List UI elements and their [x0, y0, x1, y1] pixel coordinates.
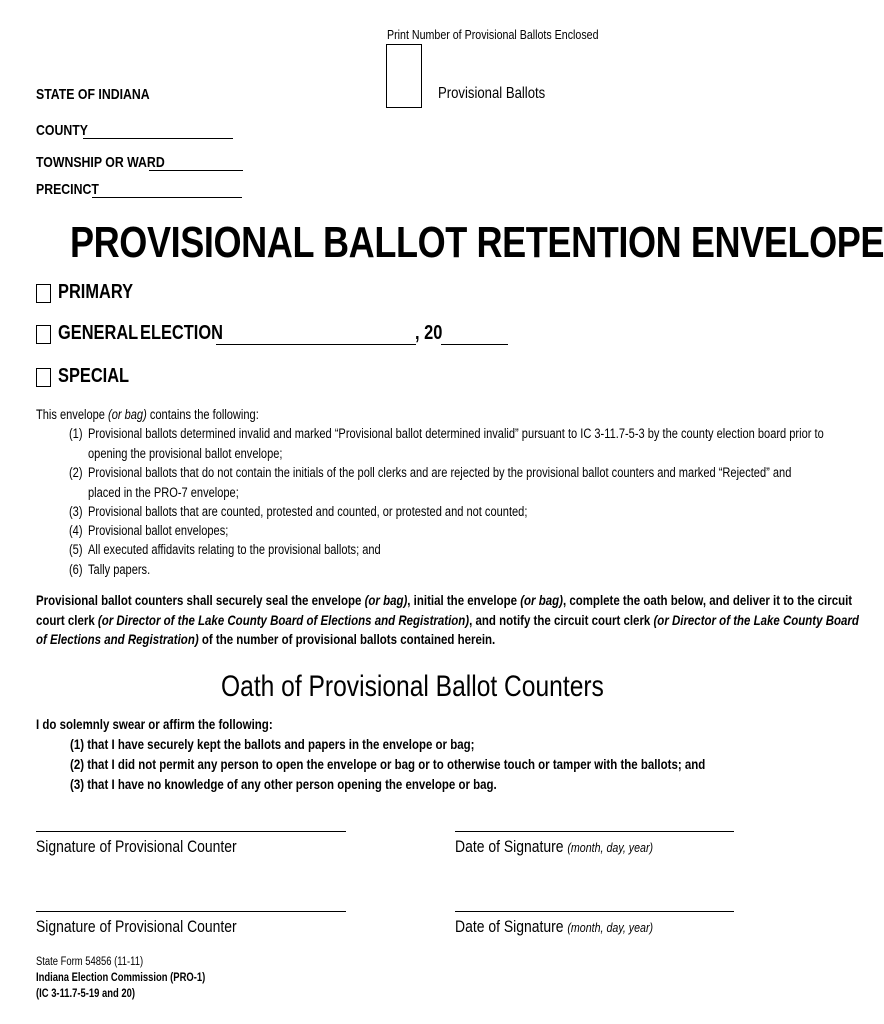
signature-label-1: Signature of Provisional Counter — [36, 837, 237, 856]
special-checkbox[interactable] — [36, 368, 51, 387]
instructions-paragraph: Provisional ballot counters shall securely seal the envelope (or bag), initial the envelope (or bag), complete the oath below, and deliver it to the circuit court clerk (or Director of the Lake County Board of Elections and Registration), and notify the circuit court clerk (or Director of the Lake County Board of Elections and Registration) of the number of provisional ballots contained herein. — [36, 592, 859, 647]
contents-item-2-num: (2) — [69, 465, 83, 480]
provisional-ballots-label: Provisional Ballots — [438, 85, 546, 102]
election-date-field[interactable] — [216, 327, 416, 345]
signature-line-2[interactable] — [36, 911, 346, 912]
date-label-1: Date of Signature (month, day, year) — [455, 837, 654, 856]
date-line-2[interactable] — [455, 911, 734, 912]
footer-commission: Indiana Election Commission (PRO-1) — [36, 972, 206, 984]
oath-title: Oath of Provisional Ballot Counters — [221, 670, 604, 703]
footer-form-number: State Form 54856 (11-11) — [36, 956, 144, 968]
contents-item-5: All executed affidavits relating to the provisional ballots; and — [88, 542, 381, 557]
signature-line-1[interactable] — [36, 831, 346, 832]
contents-item-3: Provisional ballots that are counted, protested and counted, or protested and not counted; — [88, 504, 528, 519]
contents-item-4-num: (4) — [69, 523, 83, 538]
date-line-1[interactable] — [455, 831, 734, 832]
oath-intro: I do solemnly swear or affirm the following: — [36, 716, 273, 732]
contents-intro: This envelope (or bag) contains the following: — [36, 407, 259, 422]
year-prefix-label: , 20 — [415, 322, 443, 344]
special-label: SPECIAL — [58, 365, 130, 387]
precinct-field[interactable] — [92, 183, 242, 198]
signature-label-2: Signature of Provisional Counter — [36, 917, 237, 936]
contents-item-3-num: (3) — [69, 504, 83, 519]
contents-item-2: Provisional ballots that do not contain the initials of the poll clerks and are rejected by the provisional ballot counters and marked “Rejected” and placed in the PRO-7 envelope; — [88, 465, 792, 500]
oath-item-1: (1) that I have securely kept the ballots and papers in the envelope or bag; — [70, 736, 475, 752]
contents-item-6-num: (6) — [69, 562, 83, 577]
footer-citation: (IC 3-11.7-5-19 and 20) — [36, 988, 136, 1000]
election-label: ELECTION — [140, 322, 223, 344]
general-label: GENERAL — [58, 322, 139, 344]
election-year-field[interactable] — [441, 327, 508, 345]
contents-item-1-num: (1) — [69, 426, 83, 441]
oath-item-2: (2) that I did not permit any person to open the envelope or bag or to otherwise touch or tamper with the ballots; and — [70, 756, 706, 772]
contents-item-5-num: (5) — [69, 542, 83, 557]
contents-item-6: Tally papers. — [88, 562, 151, 577]
page-title: PROVISIONAL BALLOT RETENTION ENVELOPE — [70, 218, 884, 267]
primary-checkbox[interactable] — [36, 284, 51, 303]
oath-item-3: (3) that I have no knowledge of any other person opening the envelope or bag. — [70, 776, 497, 792]
primary-label: PRIMARY — [58, 281, 134, 303]
ballot-count-label: Print Number of Provisional Ballots Enclosed — [387, 27, 599, 42]
township-label: TOWNSHIP OR WARD — [36, 154, 165, 171]
precinct-label: PRECINCT — [36, 181, 99, 198]
county-field[interactable] — [83, 124, 233, 139]
ballot-count-box[interactable] — [386, 44, 422, 108]
township-field[interactable] — [149, 156, 243, 171]
general-checkbox[interactable] — [36, 325, 51, 344]
state-label: STATE OF INDIANA — [36, 86, 150, 103]
date-label-2: Date of Signature (month, day, year) — [455, 917, 654, 936]
contents-item-1: Provisional ballots determined invalid and marked “Provisional ballot determined invalid” pursuant to IC 3-11.7-5-3 by the county election board prior to opening the provisional ballot envelope; — [88, 426, 824, 461]
county-label: COUNTY — [36, 122, 88, 139]
contents-item-4: Provisional ballot envelopes; — [88, 523, 229, 538]
